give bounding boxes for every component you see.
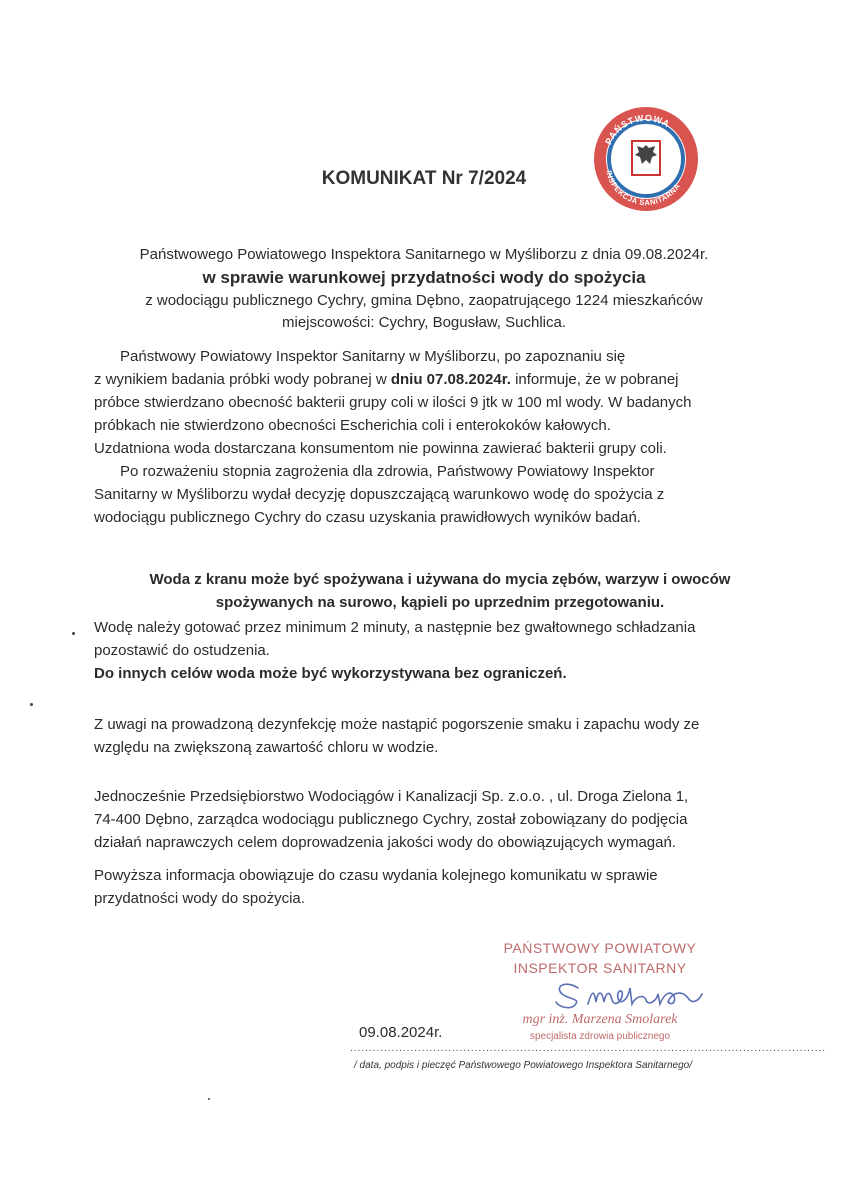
state-sanitary-inspection-seal [592,105,700,213]
intro [60,244,788,334]
signatory-role: specjalista zdrowia publicznego [529,1031,671,1042]
signature-caption: / data, podpis i pieczęć Państwowego Powiatowego Inspektora Sanitarnego/ [354,1060,692,1071]
svg-text:INSPEKCJA SANITARNA: INSPEKCJA SANITARNA [604,169,683,208]
signature-date: 09.08.2024r. [359,1024,443,1041]
operator-obligation: Jednocześnie Przedsiębiorstwo Wodociągów i Kanalizacji Sp. z.o.o. , ul. Droga Zielona 1, 74-400 Dębno, zarządca wodociągu publicznego Cychry, został zobowiązany do podjęcia działań naprawczych celem doprowadzenia jakości wody do obowiązujących wymagań. [94,788,689,851]
scope-line: z wodociągu publicznego Cychry, gmina Dębno, zaopatrującego 1224 mieszkańców [145,292,703,309]
handwritten-signature [548,976,718,1010]
other-uses-note: Do innych celów woda może być wykorzystywana bez ograniczeń. [94,665,567,682]
document-title: KOMUNIKAT Nr 7/2024 [321,168,527,189]
usage-warning: Woda z kranu może być spożywana i używana do mycia zębów, warzyw i owoców spożywanych na surowo, kąpieli po uprzednim przegotowaniu. [149,571,731,611]
boiling-instructions: Wodę należy gotować przez minimum 2 minuty, a następnie bez gwałtownego schładzania pozostawić do ostudzenia. Do innych celów woda może być wykorzystywana bez ograniczeń. [94,616,774,685]
findings-paragraph: Państwowy Powiatowy Inspektor Sanitarny w Myśliborzu, po zapoznaniu się z wynikiem badania próbki wody pobranej w dniu 07.08.2024r. informuje, że w pobranej próbce stwierdzano obecność bakterii grupy coli w ilości 9 jtk w 100 ml wody. W badanych próbkach nie stwierdzono obecności Escherichia coli i enterokoków kałowych. Uzdatniona woda dostarczana konsumentom nie powinna zawierać bakterii grupy coli. Po rozważeniu stopnia zagrożenia dla zdrowia, Państwowy Powiatowy Inspektor Sanitarny w Myśliborzu wydał decyzję dopuszczającą warunkowo wodę do spożycia z wodociągu publicznego Cychry do czasu uzyskania prawidłowych wyników badań. [94,348,692,526]
official-stamp: PAŃSTWOWY POWIATOWY INSPEKTOR SANITARNY [503,940,697,976]
disinfection-note: Z uwagi na prowadzoną dezynfekcję może nastąpić pogorszenie smaku i zapachu wody ze względu na zwiększoną zawartość chloru w wodzie. [94,716,700,756]
subject-line: w sprawie warunkowej przydatności wody do spożycia [202,268,646,287]
signatory-name: mgr inż. Marzena Smolarek [522,1012,678,1027]
scan-speck [30,703,33,706]
issuer-line: Państwowego Powiatowego Inspektora Sanitarnego w Myśliborzu z dnia 09.08.2024r. [139,246,709,263]
scan-speck [208,1098,210,1100]
validity-note: Powyższa informacja obowiązuje do czasu wydania kolejnego komunikatu w sprawie przydatności wody do spożycia. [94,867,658,907]
scan-speck [72,632,75,635]
signature-line: .............................................................................................................................. [350,1043,827,1054]
sample-date: dniu 07.08.2024r. [390,371,511,388]
localities-line: miejscowości: Cychry, Bogusław, Suchlica. [282,314,566,331]
svg-text:PAŃSTWOWA: PAŃSTWOWA [603,112,672,147]
